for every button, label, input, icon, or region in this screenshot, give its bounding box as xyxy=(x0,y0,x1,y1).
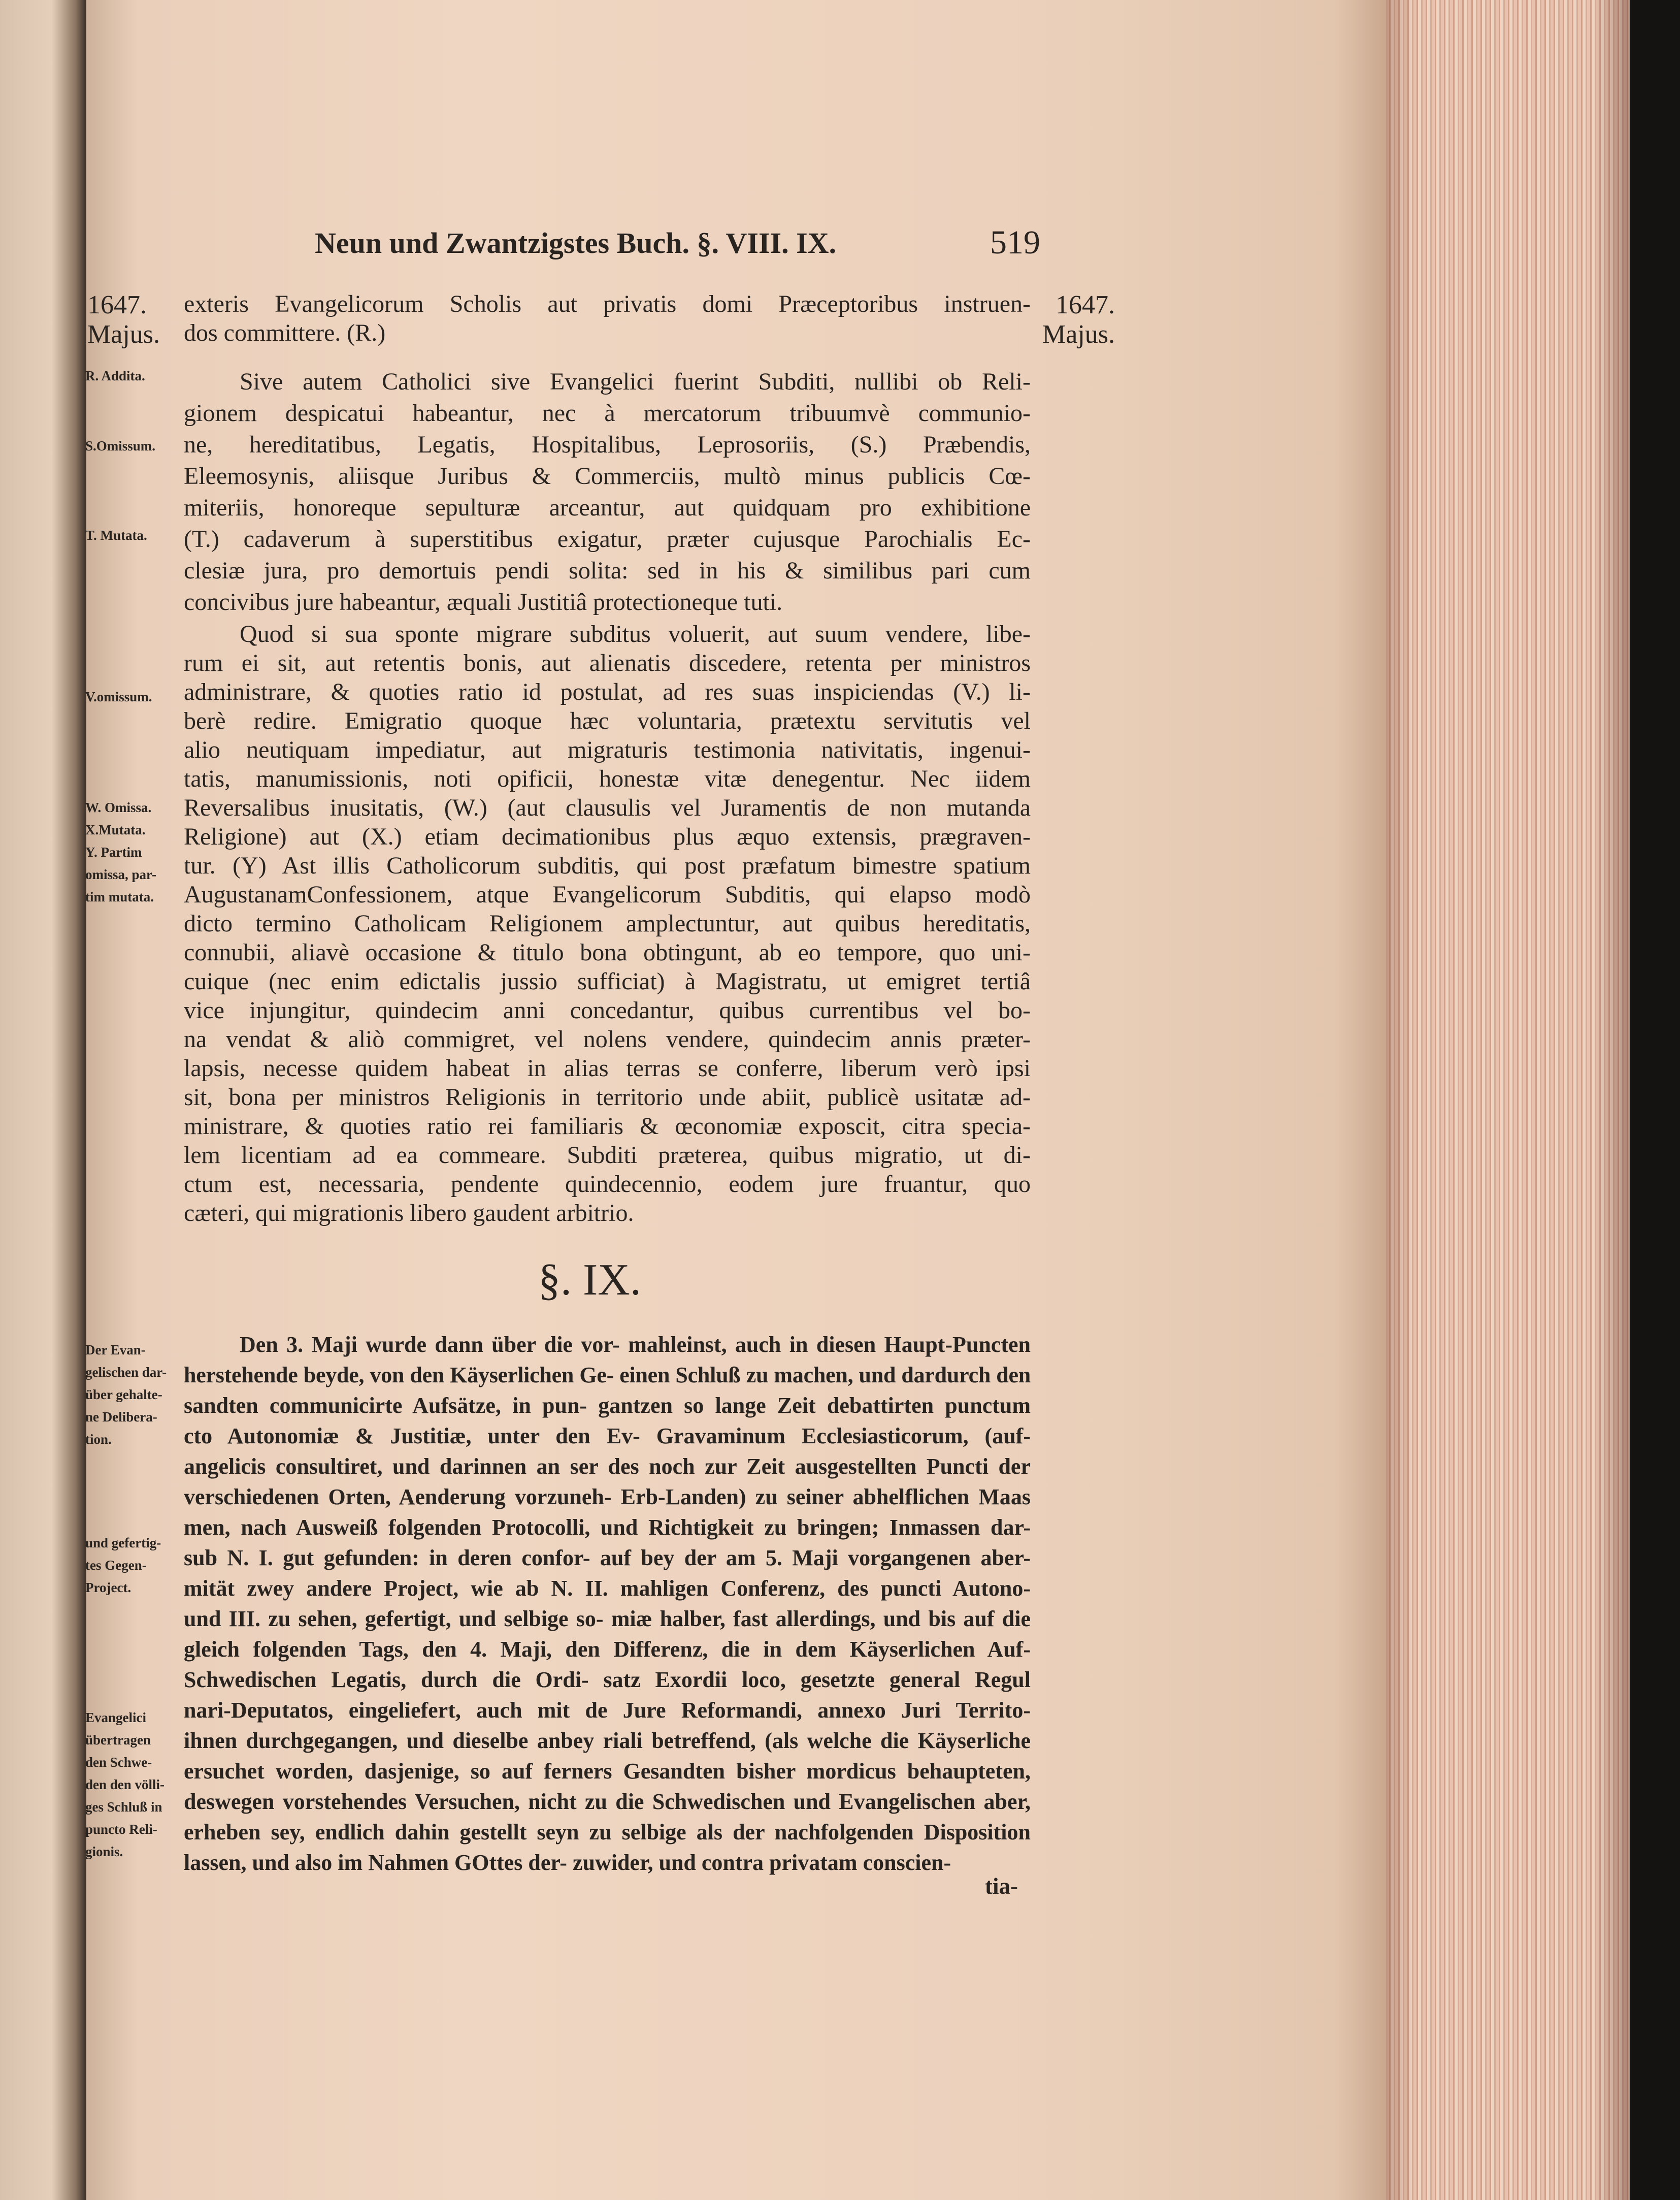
margin-note-line: tion. xyxy=(85,1432,112,1447)
text-line: na vendat & aliò commigret, vel nolens vendere, quindecim annis præter- xyxy=(184,1026,1031,1053)
margin-note-line: über gehalte- xyxy=(85,1387,162,1402)
text-line: AugustanamConfessionem, atque Evangelicorum Subditis, qui elapso modò xyxy=(184,881,1031,908)
text-line: ministrare, & quoties ratio rei familiaris & œconomiæ exposcit, citra specia- xyxy=(184,1113,1031,1140)
margin-note-line: X.Mutata. xyxy=(85,822,146,837)
margin-note-t xyxy=(85,524,182,546)
page-edges-shade xyxy=(1386,0,1630,2200)
text-line: Sive autem Catholici sive Evangelici fuerint Subditi, nullibi ob Reli- xyxy=(240,368,1031,395)
margin-note-line: den Schwe- xyxy=(85,1755,152,1770)
margin-note-line: den den völli- xyxy=(85,1777,165,1792)
text-line: vice injungitur, quindecim anni concedantur, quibus currentibus vel bo- xyxy=(184,997,1031,1024)
text-line: ersuchet worden, dasjenige, so auf ferners Gesandten bisher mordicus behaupteten, xyxy=(184,1759,1031,1784)
text-line: erheben sey, endlich dahin gestellt seyn zu selbige als der nachfolgenden Disposition xyxy=(184,1820,1031,1845)
text-line: miteriis, honoreque sepulturæ arceantur, aut quidquam pro exhibitione xyxy=(184,494,1031,521)
margin-note-evangelici xyxy=(85,1706,182,1863)
year: 1647. xyxy=(1056,290,1115,319)
page-number: 519 xyxy=(990,224,1040,261)
text-line: tur. (Y) Ast illis Catholicorum subditis, qui post præfatum bimestre spatium xyxy=(184,852,1031,879)
margin-note-line: R. Addita. xyxy=(85,368,145,383)
margin-note-r xyxy=(85,365,182,387)
text-line: concivibus jure habeantur, æquali Justitiâ protectioneque tuti. xyxy=(184,589,783,616)
german-paragraph xyxy=(184,1330,1031,1878)
text-line: administrare, & quoties ratio id postulat, ad res suas inspiciendas (V.) li- xyxy=(184,678,1031,705)
previous-page-edge xyxy=(0,0,86,2200)
margin-note-line: ges Schluß in xyxy=(85,1799,162,1815)
left-year-note xyxy=(87,290,160,349)
text-line: deswegen vorstehendes Versuchen, nicht zu die Schwedischen und Evangelischen aber, xyxy=(184,1789,1031,1814)
section-heading: §. IX. xyxy=(538,1255,641,1305)
latin-paragraph-3 xyxy=(184,620,1031,1227)
margin-note-line: ne Delibera- xyxy=(85,1409,157,1425)
margin-note-s xyxy=(85,435,182,457)
margin-note-line: übertragen xyxy=(85,1732,151,1748)
text-line: Den 3. Maji wurde dann über die vor- mahleinst, auch in diesen Haupt-Puncten xyxy=(240,1332,1031,1357)
margin-note-v xyxy=(85,686,182,708)
text-line: berè redire. Emigratio quoque hæc voluntaria, prætextu servitutis vel xyxy=(184,707,1031,734)
margin-note-line: tim mutata. xyxy=(85,889,154,904)
margin-note-line: gelischen dar- xyxy=(85,1365,167,1380)
text-line: ihnen durchgegangen, und dieselbe anbey riali betreffend, (als welche die Käyserliche xyxy=(184,1728,1031,1753)
text-line: sandten communicirte Aufsätze, in pun- gantzen so lange Zeit debattirten punctum xyxy=(184,1393,1031,1418)
text-line: mität zwey andere Project, wie ab N. II. mahligen Conferenz, des puncti Autono- xyxy=(184,1576,1031,1601)
latin-paragraph-1 xyxy=(184,289,1031,347)
margin-note-line: S.Omissum. xyxy=(85,438,156,454)
month: Majus. xyxy=(87,320,160,349)
margin-note-line: Project. xyxy=(85,1580,131,1595)
margin-note-line: puncto Reli- xyxy=(85,1822,157,1837)
text-line: clesiæ jura, pro demortuis pendi solita: sed in his & similibus pari cum xyxy=(184,557,1031,584)
text-line: gionem despicatui habeantur, nec à mercatorum tribuumvè communio- xyxy=(184,400,1031,427)
text-line: exteris Evangelicorum Scholis aut privatis domi Præceptoribus instruen- xyxy=(184,290,1031,317)
margin-note-line: Y. Partim xyxy=(85,845,142,860)
text-line: cto Autonomiæ & Justitiæ, unter den Ev- Gravaminum Ecclesiasticorum, (auf- xyxy=(184,1423,1031,1448)
text-line: angelicis consultiret, und darinnen an ser des noch zur Zeit ausgestellten Puncti der xyxy=(184,1454,1031,1479)
year: 1647. xyxy=(87,290,147,319)
text-line: connubii, aliavè occasione & titulo bona obtingunt, ab eo tempore, quo uni- xyxy=(184,939,1031,966)
text-line: sit, bona per ministros Religionis in territorio unde abiit, publicè usitatæ ad- xyxy=(184,1084,1031,1111)
text-line: cuique (nec enim edictalis jussio sufficiat) à Magistratu, ut emigret tertiâ xyxy=(184,968,1031,995)
text-line: Reversalibus inusitatis, (W.) (aut clausulis vel Juramentis de non mutanda xyxy=(184,794,1031,821)
margin-note-project xyxy=(85,1532,182,1599)
margin-note-line: tes Gegen- xyxy=(85,1558,147,1573)
margin-note-line: Evangelici xyxy=(85,1710,146,1725)
right-year-note xyxy=(1034,290,1115,349)
text-line: herstehende beyde, von den Käyserlichen Ge- einen Schluß zu machen, und dardurch den xyxy=(184,1363,1031,1387)
text-line: Schwedischen Legatis, durch die Ordi- satz Exordii loco, gesetzte general Regul xyxy=(184,1667,1031,1692)
text-line: dicto termino Catholicam Religionem amplectuntur, aut quibus hereditatis, xyxy=(184,910,1031,937)
text-line: tatis, manumissionis, noti opificii, honestæ vitæ denegentur. Nec iidem xyxy=(184,765,1031,792)
text-line: men, nach Ausweiß folgenden Protocolli, und Richtigkeit zu bringen; Inmassen dar- xyxy=(184,1515,1031,1540)
text-line: alio neutiquam impediatur, aut migraturis testimonia nativitatis, ingenui- xyxy=(184,736,1031,763)
text-line: ctum est, necessaria, pendente quindecennio, eodem jure fruantur, quo xyxy=(184,1171,1031,1198)
latin-paragraph-2 xyxy=(184,366,1031,618)
margin-note-line: gionis. xyxy=(85,1844,123,1859)
margin-note-line: V.omissum. xyxy=(85,689,152,704)
text-line: lapsis, necesse quidem habeat in alias terras se conferre, liberum verò ipsi xyxy=(184,1055,1031,1082)
text-line: sub N. I. gut gefunden: in deren confor- auf bey der am 5. Maji vorgangenen aber- xyxy=(184,1545,1031,1570)
margin-note-deliberation xyxy=(85,1339,182,1450)
margin-note-line: und gefertig- xyxy=(85,1535,161,1550)
text-line: lassen, und also im Nahmen GOttes der- zuwider, und contra privatam conscien- xyxy=(184,1850,951,1875)
margin-note-line: T. Mutata. xyxy=(85,528,147,543)
text-line: rum ei sit, aut retentis bonis, aut alienatis discedere, retenta per ministros xyxy=(184,650,1031,676)
text-line: und III. zu sehen, gefertigt, und selbige so- miæ halber, fast allerdings, und bis auf die xyxy=(184,1606,1031,1631)
margin-note-line: Der Evan- xyxy=(85,1342,146,1357)
text-line: Quod si sua sponte migrare subditus voluerit, aut suum vendere, libe- xyxy=(240,621,1031,648)
text-line: cæteri, qui migrationis libero gaudent arbitrio. xyxy=(184,1200,634,1226)
month: Majus. xyxy=(1042,320,1115,349)
text-line: lem licentiam ad ea commeare. Subditi præterea, quibus migratio, ut di- xyxy=(184,1142,1031,1169)
running-header: Neun und Zwantzigstes Buch. §. VIII. IX. xyxy=(315,227,837,260)
margin-note-line: W. Omissa. xyxy=(85,800,152,815)
margin-note-line: omissa, par- xyxy=(85,867,156,882)
text-line: (T.) cadaverum à superstitibus exigatur, præter cujusque Parochialis Ec- xyxy=(184,526,1031,553)
text-line: Religione) aut (X.) etiam decimationibus plus æquo extensis, prægraven- xyxy=(184,823,1031,850)
catchword: tia- xyxy=(985,1873,1018,1899)
text-line: verschiedenen Orten, Aenderung vorzuneh- Erb-Landen) zu seiner abhelflichen Maas xyxy=(184,1484,1031,1509)
text-line: nari-Deputatos, eingeliefert, auch mit de Jure Reformandi, annexo Juri Territo- xyxy=(184,1698,1031,1723)
background xyxy=(1630,0,1680,2200)
text-line: gleich folgenden Tags, den 4. Maji, den Differenz, die in dem Käyserlichen Auf- xyxy=(184,1637,1031,1662)
margin-note-wxy xyxy=(85,796,182,908)
text-line: Eleemosynis, aliisque Juribus & Commerciis, multò minus publicis Cœ- xyxy=(184,463,1031,490)
text-line: ne, hereditatibus, Legatis, Hospitalibus, Leprosoriis, (S.) Præbendis, xyxy=(184,431,1031,458)
text-line: dos committere. (R.) xyxy=(184,319,386,346)
